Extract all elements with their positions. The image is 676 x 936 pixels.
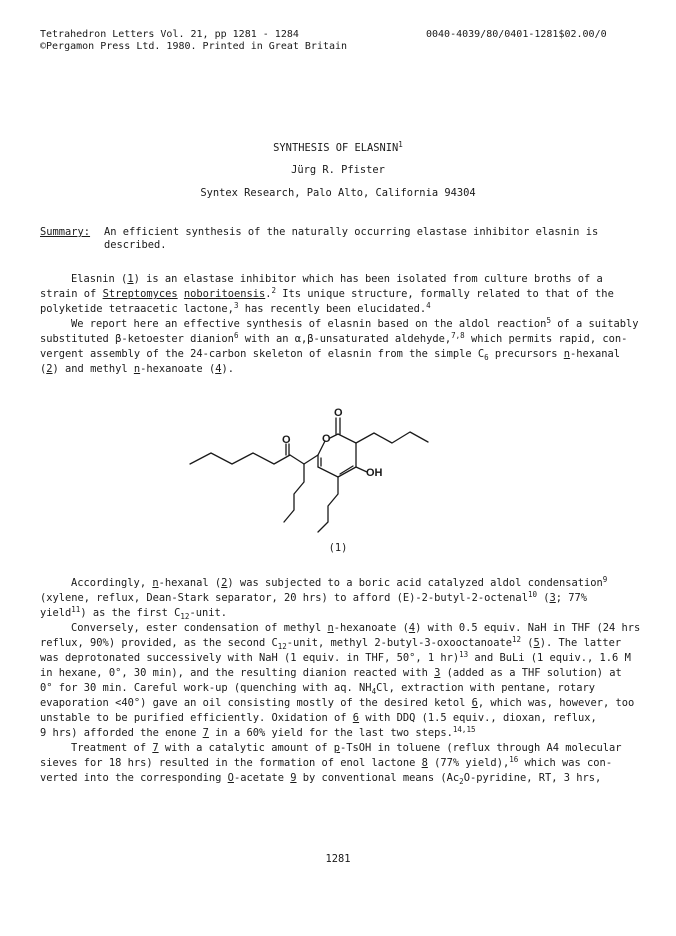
paragraph-line: strain of Streptomyces noboritoensis.$^2$ Its unique structure, formally related to that of the xyxy=(40,286,614,300)
publisher-line: ©Pergamon Press Ltd. 1980. Printed in Great Britain xyxy=(40,41,348,52)
paragraph-line: verted into the corresponding O-acetate 9 by conventional means ($Ac_2O$-pyridine, RT, 3 hrs, xyxy=(40,772,602,786)
paragraph-line: substituted β-ketoester dianion$^6$ with an α,β-unsaturated aldehyde,$^{7,8}$ which permits rapid, con- xyxy=(40,331,628,345)
paragraph-line: Conversely, ester condensation of methyl n-hexanoate (4) with 0.5 equiv. NaH in THF (24 hrs xyxy=(71,622,641,634)
summary-line-2: described. xyxy=(104,239,167,251)
paragraph-line: 0° for 30 min. Careful work-up (quenching with aq. $NH_4Cl$, extraction with pentane, rotary xyxy=(40,682,596,696)
article-code: 0040-4039/80/0401-1281$02.00/0 xyxy=(426,29,607,40)
structure-caption: (1) xyxy=(328,542,348,554)
paragraph-line: yield$^{11}$) as the first $C_{12}$-unit. xyxy=(40,605,227,621)
page-number: 1281 xyxy=(325,853,351,865)
paragraph-line: evaporation <40°) gave an oil consisting mostly of the desired ketol 6, which was, however, too xyxy=(40,697,635,709)
paragraph-line: in hexane, 0°, 30 min), and the resulting dianion reacted with 3 (added as a THF solution) at xyxy=(40,667,622,679)
author-name: Jürg R. Pfister xyxy=(291,164,385,176)
article-title: SYNTHESIS OF ELASNIN$^1$ xyxy=(273,140,403,154)
paragraph-line: (xylene, reflux, Dean-Stark separator, 20 hrs) to afford (E)-2-butyl-2-octenal$^{10}$ (3; 77% xyxy=(40,590,588,604)
paragraph-line: polyketide tetraacetic lactone,$^3$ has recently been elucidated.$^4$ xyxy=(40,301,431,315)
author-affiliation: Syntex Research, Palo Alto, California 94304 xyxy=(200,187,476,199)
structure-bonds xyxy=(190,418,428,532)
paragraph-line: sieves for 18 hrs) resulted in the formation of enol lactone 8 (77% yield),$^{16}$ which was con- xyxy=(40,755,613,769)
summary-line-1: An efficient synthesis of the naturally occurring elastase inhibitor elasnin is xyxy=(104,226,599,238)
journal-citation: Tetrahedron Letters Vol. 21, pp 1281 - 1284 xyxy=(40,29,299,40)
ketone-oxygen-label: O xyxy=(282,434,291,446)
ring-oxygen-label: O xyxy=(322,433,331,445)
carbonyl-oxygen-label: O xyxy=(334,407,343,419)
paragraph-line: unstable to be purified efficiently. Oxidation of 6 with DDQ (1.5 equiv., dioxan, reflux, xyxy=(40,712,597,724)
paragraph-line: We report here an effective synthesis of elasnin based on the aldol reaction$^5$ of a suitably xyxy=(71,316,639,330)
summary-label: Summary: xyxy=(40,226,91,238)
paragraph-line: Treatment of 7 with a catalytic amount of p-TsOH in toluene (reflux through A4 molecular xyxy=(71,742,622,754)
paragraph-line: Elasnin (1) is an elastase inhibitor which has been isolated from culture broths of a xyxy=(71,273,603,285)
elasnin-structure xyxy=(178,398,448,536)
paragraph-line: Accordingly, n-hexanal (2) was subjected to a boric acid catalyzed aldol condensation$^9$ xyxy=(71,575,608,589)
paragraph-line: 9 hrs) afforded the enone 7 in a 60% yield for the last two steps.$^{14,15}$ xyxy=(40,725,476,739)
synthesis-paragraphs xyxy=(40,576,640,786)
hydroxyl-label: OH xyxy=(366,467,383,479)
paragraph-line: reflux, 90%) provided, as the second $C_{12}$-unit, methyl 2-butyl-3-oxooctanoate$^{12}$ (5). The latter xyxy=(40,635,622,651)
paragraph-line: was deprotonated successively with NaH (1 equiv. in THF, 50°, 1 hr)$^{13}$ and BuLi (1 equiv., 1.6 M xyxy=(40,650,631,664)
paragraph-line: vergent assembly of the 24-carbon skeleton of elasnin from the simple $C_6$ precursors n-hexanal xyxy=(40,348,621,362)
title-reference: 1 xyxy=(398,140,403,149)
paragraph-line: (2) and methyl n-hexanoate (4). xyxy=(40,363,234,375)
intro-paragraph xyxy=(40,272,640,377)
